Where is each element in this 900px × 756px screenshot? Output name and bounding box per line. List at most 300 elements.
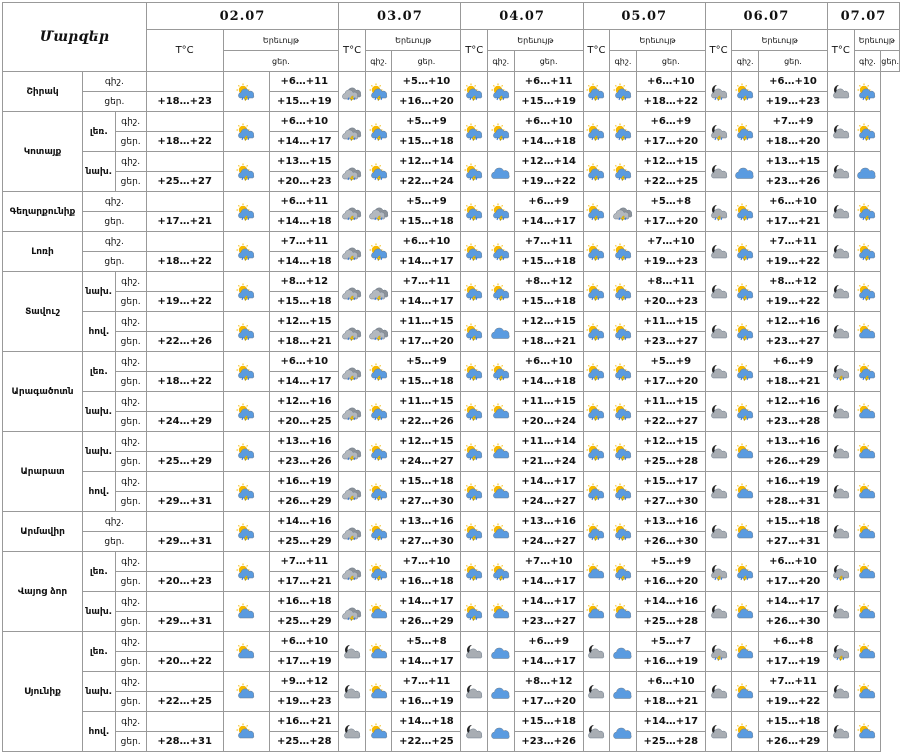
temperature-range: +13…+16 <box>758 432 827 452</box>
moon-cloud-icon <box>707 523 731 541</box>
sun-cloud-icon <box>733 723 757 741</box>
date-header: 02.07 <box>146 3 339 30</box>
zone-label: լեռ. <box>83 632 116 672</box>
temperature-range: +25…+28 <box>636 612 705 632</box>
sun-cloud-thunder-icon <box>367 523 391 541</box>
weather-icon-cell <box>223 352 270 392</box>
moon-cloud-icon <box>829 523 853 541</box>
weather-icon-cell <box>705 672 732 712</box>
temperature-range: +12…+15 <box>636 152 705 172</box>
date-header: 05.07 <box>583 3 705 30</box>
temperature-range: +18…+22 <box>146 252 223 272</box>
weather-icon-cell <box>223 192 270 232</box>
time-of-day: գիշ. <box>115 432 146 452</box>
temperature-range <box>146 312 223 332</box>
temperature-range <box>146 632 223 652</box>
weather-icon-cell <box>583 552 610 592</box>
moon-cloud-icon <box>829 483 853 501</box>
temperature-range <box>146 352 223 372</box>
weather-icon-cell <box>223 552 270 592</box>
weather-icon-cell <box>732 352 759 392</box>
temperature-range: +12…+16 <box>758 392 827 412</box>
region-name: Լոռի <box>3 232 83 272</box>
weather-icon-cell <box>610 672 637 712</box>
temperature-range: +12…+14 <box>514 152 583 172</box>
sun-cloud-thunder-icon <box>611 443 635 461</box>
zone-label: նախ. <box>83 432 116 472</box>
sun-cloud-icon <box>584 603 608 621</box>
temperature-range: +19…+23 <box>636 252 705 272</box>
moon-cloud-thunder-icon <box>707 123 731 141</box>
cloud-rain-icon <box>489 643 513 661</box>
temperature-range: +27…+30 <box>392 492 461 512</box>
sun-cloud-thunder-icon <box>462 443 486 461</box>
weather-icon-cell <box>223 592 270 632</box>
weather-icon-cell <box>223 632 270 672</box>
sun-cloud-icon <box>855 403 879 421</box>
weather-icon-cell <box>705 112 732 152</box>
temperature-range: +23…+27 <box>758 332 827 352</box>
cloud-thunder-icon <box>340 443 364 461</box>
zone-label: նախ. <box>83 272 116 312</box>
temperature-range: +15…+18 <box>270 292 339 312</box>
temperature-range: +23…+26 <box>514 732 583 752</box>
sun-cloud-icon <box>855 483 879 501</box>
cloud-thunder-icon <box>367 323 391 341</box>
weather-icon-cell <box>828 632 855 672</box>
sun-cloud-thunder-icon <box>611 483 635 501</box>
temperature-range: +14…+17 <box>270 372 339 392</box>
time-of-day: գիշ. <box>115 672 146 692</box>
weather-icon-cell <box>583 672 610 712</box>
weather-icon-cell <box>828 312 855 352</box>
weather-icon-cell <box>583 512 610 552</box>
weather-icon-cell <box>732 552 759 592</box>
sun-cloud-thunder-icon <box>855 283 879 301</box>
temperature-range: +13…+15 <box>270 152 339 172</box>
moon-cloud-thunder-icon <box>829 363 853 381</box>
weather-icon-cell <box>828 472 855 512</box>
sun-cloud-icon <box>855 563 879 581</box>
sun-cloud-icon <box>367 723 391 741</box>
temperature-range: +11…+15 <box>636 312 705 332</box>
sun-cloud-icon <box>855 323 879 341</box>
weather-icon-cell <box>732 112 759 152</box>
temperature-range: +17…+20 <box>636 132 705 152</box>
weather-icon-cell <box>705 472 732 512</box>
weather-icon-cell <box>583 152 610 192</box>
weather-icon-cell <box>223 672 270 712</box>
temperature-range: +19…+22 <box>146 292 223 312</box>
moon-cloud-icon <box>707 283 731 301</box>
weather-icon-cell <box>223 392 270 432</box>
weather-icon-cell <box>854 592 881 632</box>
temperature-range: +29…+31 <box>146 612 223 632</box>
sun-cloud-thunder-icon <box>584 323 608 341</box>
weather-icon-cell <box>339 632 366 672</box>
weather-icon-cell <box>488 272 515 312</box>
temperature-range: +14…+17 <box>758 592 827 612</box>
temperature-range: +20…+23 <box>636 292 705 312</box>
sun-cloud-thunder-icon <box>367 123 391 141</box>
temperature-range: +23…+28 <box>758 412 827 432</box>
sun-cloud-thunder-icon <box>584 243 608 261</box>
temperature-range: +8…+12 <box>270 272 339 292</box>
sun-cloud-thunder-icon <box>234 283 258 301</box>
weather-icon-cell <box>365 512 392 552</box>
sun-cloud-thunder-icon <box>611 563 635 581</box>
time-of-day: գիշ. <box>115 112 146 132</box>
weather-icon-cell <box>828 592 855 632</box>
temperature-range: +26…+30 <box>758 612 827 632</box>
temperature-range: +25…+28 <box>270 732 339 752</box>
sun-cloud-thunder-icon <box>462 323 486 341</box>
temperature-range: +17…+21 <box>270 572 339 592</box>
sun-cloud-thunder-icon <box>367 83 391 101</box>
weather-icon-cell <box>488 552 515 592</box>
temperature-range: +5…+7 <box>636 632 705 652</box>
sun-cloud-thunder-icon <box>611 323 635 341</box>
temperature-range: +17…+20 <box>758 572 827 592</box>
weather-icon-cell <box>705 232 732 272</box>
time-of-day: ցեր. <box>115 412 146 432</box>
sun-cloud-icon <box>489 483 513 501</box>
weather-icon-cell <box>461 552 488 592</box>
sun-cloud-thunder-icon <box>489 243 513 261</box>
temperature-range: +29…+31 <box>146 532 223 552</box>
temperature-range: +26…+30 <box>636 532 705 552</box>
temperature-range: +14…+17 <box>514 472 583 492</box>
weather-icon-cell <box>854 152 881 192</box>
weather-header: Երեւույթ <box>223 30 339 51</box>
sun-cloud-thunder-icon <box>367 163 391 181</box>
weather-icon-cell <box>461 392 488 432</box>
moon-cloud-icon <box>829 203 853 221</box>
region-name: Արարատ <box>3 432 83 512</box>
sun-cloud-icon <box>733 603 757 621</box>
zone-label: լեռ. <box>83 552 116 592</box>
weather-icon-cell <box>854 272 881 312</box>
sun-cloud-thunder-icon <box>611 83 635 101</box>
weather-icon-cell <box>705 632 732 672</box>
cloud-thunder-icon <box>340 603 364 621</box>
sun-cloud-thunder-icon <box>462 603 486 621</box>
temperature-range: +22…+24 <box>392 172 461 192</box>
sun-cloud-thunder-icon <box>611 163 635 181</box>
night-header: գիշ. <box>732 51 759 72</box>
temperature-range: +25…+29 <box>270 612 339 632</box>
weather-icon-cell <box>339 592 366 632</box>
weather-icon-cell <box>854 72 881 112</box>
temperature-range: +14…+17 <box>514 652 583 672</box>
temperature-range: +6…+8 <box>758 632 827 652</box>
weather-icon-cell <box>461 312 488 352</box>
temperature-range <box>146 272 223 292</box>
weather-icon-cell <box>610 72 637 112</box>
time-of-day: ցեր. <box>83 532 147 552</box>
sun-cloud-thunder-icon <box>855 83 879 101</box>
temperature-range: +13…+16 <box>392 512 461 532</box>
weather-icon-cell <box>828 192 855 232</box>
cloud-rain-icon <box>733 163 757 181</box>
temperature-range <box>146 472 223 492</box>
date-header: 07.07 <box>828 3 900 30</box>
temperature-range: +14…+18 <box>270 212 339 232</box>
moon-cloud-icon <box>829 403 853 421</box>
temperature-range: +6…+10 <box>758 72 827 92</box>
weather-icon-cell <box>705 712 732 752</box>
temperature-range: +18…+21 <box>514 332 583 352</box>
weather-icon-cell <box>732 672 759 712</box>
zone-label: լեռ. <box>83 352 116 392</box>
moon-cloud-icon <box>707 323 731 341</box>
temperature-range: +19…+22 <box>758 252 827 272</box>
sun-cloud-thunder-icon <box>489 123 513 141</box>
weather-icon-cell <box>854 392 881 432</box>
time-of-day: գիշ. <box>115 472 146 492</box>
time-of-day: գիշ. <box>115 152 146 172</box>
temperature-range: +15…+18 <box>392 472 461 492</box>
weather-icon-cell <box>339 192 366 232</box>
temperature-range: +7…+10 <box>392 552 461 572</box>
cloud-rain-icon <box>489 683 513 701</box>
weather-icon-cell <box>365 552 392 592</box>
sun-cloud-thunder-icon <box>489 83 513 101</box>
temperature-range: +15…+18 <box>392 212 461 232</box>
weather-icon-cell <box>732 312 759 352</box>
weather-icon-cell <box>610 312 637 352</box>
temperature-range: +14…+18 <box>514 372 583 392</box>
weather-icon-cell <box>705 152 732 192</box>
temperature-range: +7…+11 <box>514 232 583 252</box>
weather-icon-cell <box>365 392 392 432</box>
weather-icon-cell <box>583 352 610 392</box>
sun-cloud-thunder-icon <box>584 403 608 421</box>
temperature-range: +9…+12 <box>270 672 339 692</box>
temperature-range: +17…+21 <box>758 212 827 232</box>
cloud-rain-icon <box>489 723 513 741</box>
sun-cloud-icon <box>489 403 513 421</box>
sun-cloud-thunder-icon <box>733 243 757 261</box>
weather-icon-cell <box>732 192 759 232</box>
weather-icon-cell <box>583 592 610 632</box>
weather-icon-cell <box>854 632 881 672</box>
temperature-range: +25…+29 <box>146 452 223 472</box>
time-of-day: ցեր. <box>115 132 146 152</box>
temperature-range: +23…+27 <box>636 332 705 352</box>
temperature-range: +14…+17 <box>514 592 583 612</box>
zone-label: նախ. <box>83 672 116 712</box>
weather-icon-cell <box>365 312 392 352</box>
weather-icon-cell <box>488 312 515 352</box>
temperature-range: +17…+20 <box>514 692 583 712</box>
weather-icon-cell <box>705 512 732 552</box>
moon-cloud-icon <box>829 443 853 461</box>
weather-icon-cell <box>365 112 392 152</box>
temperature-range: +11…+14 <box>514 432 583 452</box>
moon-cloud-icon <box>462 683 486 701</box>
sun-cloud-thunder-icon <box>584 123 608 141</box>
sun-cloud-thunder-icon <box>584 443 608 461</box>
moon-cloud-icon <box>707 403 731 421</box>
temperature-range: +18…+21 <box>758 372 827 392</box>
sun-cloud-thunder-icon <box>367 563 391 581</box>
sun-cloud-thunder-icon <box>733 203 757 221</box>
weather-icon-cell <box>705 392 732 432</box>
cloud-rain-icon <box>855 163 879 181</box>
moon-cloud-icon <box>707 683 731 701</box>
temperature-range: +24…+27 <box>514 492 583 512</box>
temp-header: T°C <box>828 30 855 72</box>
temperature-range: +19…+22 <box>514 172 583 192</box>
cloud-thunder-icon <box>340 203 364 221</box>
weather-icon-cell <box>339 472 366 512</box>
temperature-range: +7…+11 <box>392 672 461 692</box>
night-header: գիշ. <box>854 51 881 72</box>
temperature-range: +14…+17 <box>392 652 461 672</box>
weather-icon-cell <box>461 432 488 472</box>
weather-icon-cell <box>583 472 610 512</box>
weather-icon-cell <box>365 352 392 392</box>
temperature-range: +6…+9 <box>514 192 583 212</box>
temperature-range: +13…+15 <box>758 152 827 172</box>
sun-cloud-icon <box>234 723 258 741</box>
temperature-range: +27…+31 <box>758 532 827 552</box>
temperature-range: +17…+20 <box>636 212 705 232</box>
cloud-thunder-icon <box>340 563 364 581</box>
cloud-rain-icon <box>611 723 635 741</box>
weather-icon-cell <box>828 232 855 272</box>
weather-icon-cell <box>854 552 881 592</box>
temperature-range: +14…+16 <box>636 592 705 612</box>
day-header: ցեր. <box>758 51 827 72</box>
weather-icon-cell <box>488 392 515 432</box>
sun-cloud-thunder-icon <box>234 483 258 501</box>
weather-icon-cell <box>365 232 392 272</box>
sun-cloud-thunder-icon <box>462 563 486 581</box>
sun-cloud-thunder-icon <box>462 203 486 221</box>
temperature-range: +15…+18 <box>514 292 583 312</box>
weather-icon-cell <box>488 72 515 112</box>
temperature-range: +27…+30 <box>636 492 705 512</box>
date-header: 06.07 <box>705 3 827 30</box>
sun-cloud-thunder-icon <box>584 483 608 501</box>
sun-cloud-icon <box>733 443 757 461</box>
region-name: Գեղարքունիք <box>3 192 83 232</box>
temperature-range: +5…+9 <box>636 552 705 572</box>
temperature-range <box>146 592 223 612</box>
time-of-day: ցեր. <box>115 692 146 712</box>
weather-icon-cell <box>223 72 270 112</box>
weather-icon-cell <box>705 272 732 312</box>
temperature-range: +19…+22 <box>758 692 827 712</box>
sun-cloud-thunder-icon <box>611 523 635 541</box>
weather-icon-cell <box>705 592 732 632</box>
day-header: ցեր. <box>881 51 900 72</box>
sun-cloud-icon <box>367 683 391 701</box>
sun-cloud-icon <box>855 443 879 461</box>
weather-icon-cell <box>223 472 270 512</box>
weather-icon-cell <box>365 152 392 192</box>
time-of-day: գիշ. <box>115 632 146 652</box>
temperature-range: +14…+17 <box>392 292 461 312</box>
sun-cloud-thunder-icon <box>234 83 258 101</box>
weather-icon-cell <box>339 312 366 352</box>
temperature-range: +6…+9 <box>758 352 827 372</box>
moon-cloud-icon <box>340 723 364 741</box>
temperature-range: +18…+22 <box>146 372 223 392</box>
sun-cloud-icon <box>234 603 258 621</box>
region-name: Կոտայք <box>3 112 83 192</box>
temperature-range <box>146 392 223 412</box>
weather-icon-cell <box>705 432 732 472</box>
weather-icon-cell <box>223 432 270 472</box>
time-of-day: ցեր. <box>115 612 146 632</box>
weather-header: Երեւույթ <box>610 30 706 51</box>
temperature-range: +6…+10 <box>758 192 827 212</box>
weather-icon-cell <box>488 472 515 512</box>
temperature-range: +14…+17 <box>270 132 339 152</box>
cloud-thunder-icon <box>340 83 364 101</box>
sun-cloud-icon <box>855 523 879 541</box>
temperature-range: +11…+15 <box>636 392 705 412</box>
temperature-range: +23…+27 <box>514 612 583 632</box>
temperature-range: +16…+21 <box>270 712 339 732</box>
weather-icon-cell <box>610 112 637 152</box>
zone-label: հով. <box>83 472 116 512</box>
temperature-range: +5…+10 <box>392 72 461 92</box>
weather-icon-cell <box>828 672 855 712</box>
temperature-range: +29…+31 <box>146 492 223 512</box>
weather-icon-cell <box>461 712 488 752</box>
temperature-range: +16…+20 <box>636 572 705 592</box>
cloud-thunder-icon <box>340 123 364 141</box>
sun-cloud-thunder-icon <box>855 243 879 261</box>
temperature-range: +15…+18 <box>758 712 827 732</box>
weather-icon-cell <box>610 632 637 672</box>
temperature-range: +8…+11 <box>636 272 705 292</box>
weather-icon-cell <box>705 192 732 232</box>
weather-icon-cell <box>828 712 855 752</box>
weather-icon-cell <box>583 272 610 312</box>
region-name: Արագածոտն <box>3 352 83 432</box>
sun-cloud-icon <box>584 563 608 581</box>
sun-cloud-thunder-icon <box>234 243 258 261</box>
temperature-range: +14…+18 <box>514 132 583 152</box>
temp-header: T°C <box>583 30 610 72</box>
time-of-day: ցեր. <box>83 212 147 232</box>
weather-icon-cell <box>732 72 759 112</box>
sun-cloud-icon <box>733 683 757 701</box>
temperature-range: +6…+10 <box>392 232 461 252</box>
temperature-range: +25…+28 <box>636 452 705 472</box>
weather-icon-cell <box>610 392 637 432</box>
moon-cloud-icon <box>707 603 731 621</box>
temperature-range: +27…+30 <box>392 532 461 552</box>
moon-cloud-icon <box>707 363 731 381</box>
weather-icon-cell <box>339 112 366 152</box>
weather-icon-cell <box>854 672 881 712</box>
weather-icon-cell <box>339 232 366 272</box>
time-of-day: գիշ. <box>83 512 147 532</box>
weather-icon-cell <box>854 512 881 552</box>
weather-icon-cell <box>461 632 488 672</box>
temperature-range: +16…+19 <box>636 652 705 672</box>
cloud-thunder-icon <box>340 283 364 301</box>
weather-icon-cell <box>610 272 637 312</box>
weather-icon-cell <box>732 712 759 752</box>
date-header: 03.07 <box>339 3 461 30</box>
